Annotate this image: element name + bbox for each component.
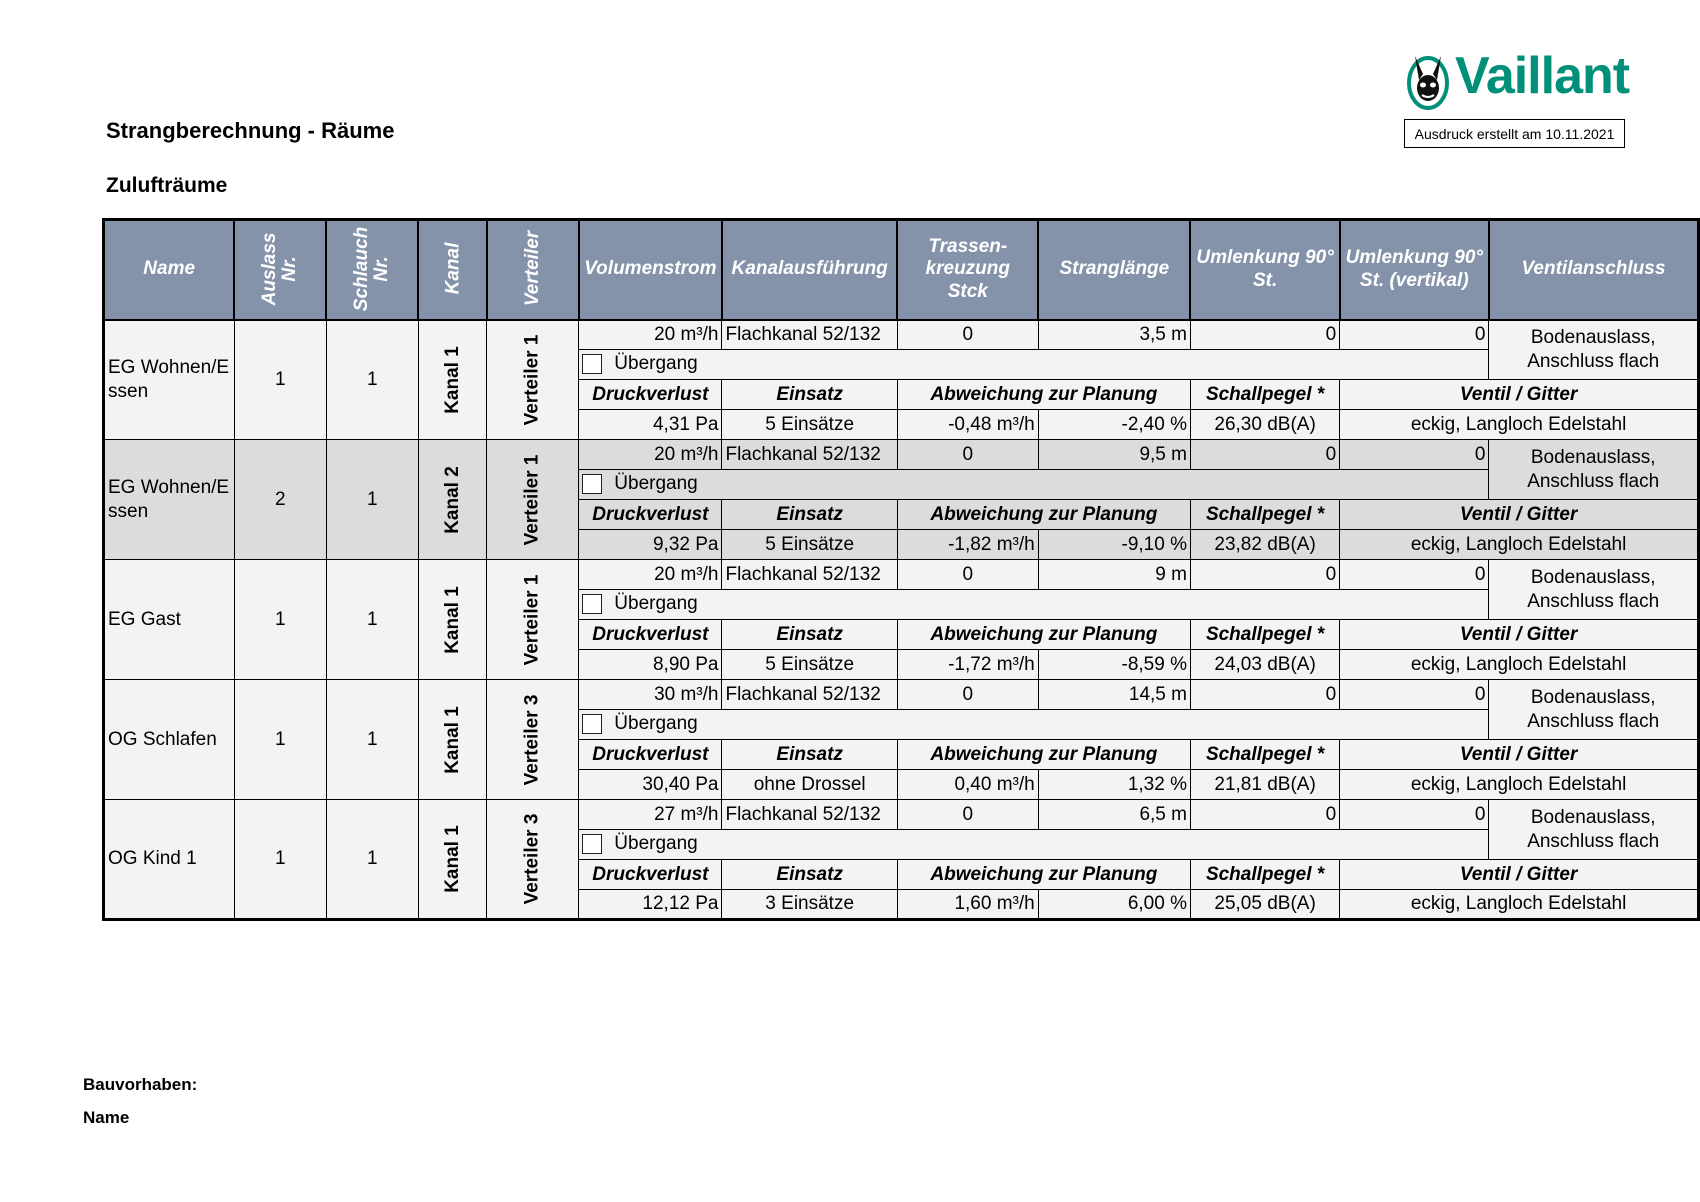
auslass-nr: 1: [234, 320, 326, 440]
ventil-gitter: eckig, Langloch Edelstahl: [1340, 770, 1699, 800]
room-row: [104, 680, 1699, 710]
druckverlust-label: Druckverlust: [579, 500, 722, 530]
bauvorhaben-label: Bauvorhaben:: [83, 1075, 198, 1094]
einsatz-label: Einsatz: [722, 380, 897, 410]
abweichung-label: Abweichung zur Planung: [897, 500, 1190, 530]
brand-name: Vaillant: [1455, 47, 1630, 105]
umlenkung-vertikal: 0: [1340, 800, 1489, 830]
room-name: EG Wohnen/Essen: [104, 440, 235, 560]
umlenkung-vertikal: 0: [1340, 680, 1489, 710]
volumenstrom: 20 m³/h: [579, 320, 722, 350]
umlenkung: 0: [1190, 440, 1339, 470]
kanalausfuehrung: Flachkanal 52/132: [722, 800, 897, 830]
kanal: [418, 680, 487, 800]
uebergang-cell: [579, 350, 1489, 380]
stranglaenge: 6,5 m: [1038, 800, 1190, 830]
einsatz: ohne Drossel: [722, 770, 897, 800]
uebergang-label: Übergang: [614, 473, 698, 495]
schallpegel: 21,81 dB(A): [1190, 770, 1339, 800]
volumenstrom: 20 m³/h: [579, 440, 722, 470]
ventil-label: Ventil / Gitter: [1340, 860, 1699, 890]
room-name: EG Gast: [104, 560, 235, 680]
col-name: Name: [104, 220, 235, 320]
ventilanschluss: Bodenauslass, Anschluss flach: [1489, 680, 1699, 740]
zuluft-table: [102, 218, 1700, 921]
schallpegel: 26,30 dB(A): [1190, 410, 1339, 440]
kanal: [418, 440, 487, 560]
page-title: Strangberechnung - Räume: [106, 118, 395, 143]
schallpegel: 24,03 dB(A): [1190, 650, 1339, 680]
einsatz: 5 Einsätze: [722, 650, 897, 680]
uebergang-label: Übergang: [614, 833, 698, 855]
einsatz-label: Einsatz: [722, 620, 897, 650]
room-row: [104, 800, 1699, 830]
ventilanschluss: Bodenauslass, Anschluss flach: [1489, 320, 1699, 380]
volumenstrom: 27 m³/h: [579, 800, 722, 830]
umlenkung: 0: [1190, 560, 1339, 590]
abweichung-pct: -9,10 %: [1038, 530, 1190, 560]
umlenkung-vertikal: 0: [1340, 440, 1489, 470]
druckverlust: 12,12 Pa: [579, 890, 722, 920]
abweichung-pct: 1,32 %: [1038, 770, 1190, 800]
abweichung-label: Abweichung zur Planung: [897, 620, 1190, 650]
auslass-nr: 2: [234, 440, 326, 560]
verteiler: [487, 560, 579, 680]
verteiler-label: Verteiler 1: [521, 574, 543, 665]
ventilanschluss: Bodenauslass, Anschluss flach: [1489, 800, 1699, 860]
stranglaenge: 9,5 m: [1038, 440, 1190, 470]
ventil-gitter: eckig, Langloch Edelstahl: [1340, 410, 1699, 440]
verteiler-label: Verteiler 3: [521, 694, 543, 785]
room-name: EG Wohnen/Essen: [104, 320, 235, 440]
uebergang-checkbox[interactable]: [582, 834, 602, 854]
druckverlust-label: Druckverlust: [579, 380, 722, 410]
abweichung-label: Abweichung zur Planung: [897, 860, 1190, 890]
col-auslass: Auslass Nr.: [234, 220, 326, 320]
ventil-gitter: eckig, Langloch Edelstahl: [1340, 650, 1699, 680]
umlenkung-vertikal: 0: [1340, 560, 1489, 590]
schallpegel-label: Schallpegel *: [1190, 380, 1339, 410]
schallpegel: 25,05 dB(A): [1190, 890, 1339, 920]
verteiler-label: Verteiler 1: [521, 454, 543, 545]
druckverlust-label: Druckverlust: [579, 860, 722, 890]
col-stranglaenge: Stranglänge: [1038, 220, 1190, 320]
verteiler: [487, 320, 579, 440]
abweichung-abs: 0,40 m³/h: [897, 770, 1038, 800]
druckverlust: 30,40 Pa: [579, 770, 722, 800]
kanal-label: Kanal 1: [441, 825, 463, 893]
abweichung-label: Abweichung zur Planung: [897, 380, 1190, 410]
uebergang-checkbox[interactable]: [582, 714, 602, 734]
col-kanalausfuehrung: Kanalausführung: [722, 220, 897, 320]
abweichung-abs: -1,82 m³/h: [897, 530, 1038, 560]
table-header: [104, 220, 1699, 320]
ventil-gitter: eckig, Langloch Edelstahl: [1340, 530, 1699, 560]
col-volumenstrom: Volumenstrom: [579, 220, 722, 320]
einsatz: 5 Einsätze: [722, 530, 897, 560]
room-name: OG Kind 1: [104, 800, 235, 920]
umlenkung: 0: [1190, 800, 1339, 830]
room-name: OG Schlafen: [104, 680, 235, 800]
schallpegel-label: Schallpegel *: [1190, 620, 1339, 650]
verteiler: [487, 680, 579, 800]
vaillant-logo: [1405, 47, 1630, 112]
uebergang-label: Übergang: [614, 713, 698, 735]
abweichung-pct: 6,00 %: [1038, 890, 1190, 920]
kanal: [418, 320, 487, 440]
rabbit-logo-icon: [1405, 50, 1451, 112]
kanal: [418, 800, 487, 920]
verteiler-label: Verteiler 3: [521, 813, 543, 905]
verteiler: [487, 800, 579, 920]
room-row: [104, 560, 1699, 590]
ventil-label: Ventil / Gitter: [1340, 740, 1699, 770]
auslass-nr: 1: [234, 800, 326, 920]
name-label: Name: [83, 1108, 130, 1127]
ventilanschluss: Bodenauslass, Anschluss flach: [1489, 560, 1699, 620]
trassenkreuzung: 0: [897, 320, 1038, 350]
col-schlauch: Schlauch Nr.: [326, 220, 418, 320]
col-ventilanschluss: Ventilanschluss: [1489, 220, 1699, 320]
uebergang-checkbox[interactable]: [582, 594, 602, 614]
col-trassen: Trassen- kreuzung Stck: [897, 220, 1038, 320]
abweichung-label: Abweichung zur Planung: [897, 740, 1190, 770]
col-kanal: Kanal: [418, 220, 487, 320]
schallpegel-label: Schallpegel *: [1190, 860, 1339, 890]
umlenkung: 0: [1190, 320, 1339, 350]
einsatz: 3 Einsätze: [722, 890, 897, 920]
uebergang-cell: [579, 830, 1489, 860]
abweichung-abs: 1,60 m³/h: [897, 890, 1038, 920]
trassenkreuzung: 0: [897, 560, 1038, 590]
schlauch-nr: 1: [326, 440, 418, 560]
schlauch-nr: 1: [326, 560, 418, 680]
druckverlust-label: Druckverlust: [579, 740, 722, 770]
auslass-nr: 1: [234, 560, 326, 680]
ventil-gitter: eckig, Langloch Edelstahl: [1340, 890, 1699, 920]
kanal-label: Kanal 1: [441, 585, 463, 654]
stranglaenge: 9 m: [1038, 560, 1190, 590]
abweichung-pct: -2,40 %: [1038, 410, 1190, 440]
abweichung-abs: -1,72 m³/h: [897, 650, 1038, 680]
schlauch-nr: 1: [326, 320, 418, 440]
druckverlust-label: Druckverlust: [579, 620, 722, 650]
kanalausfuehrung: Flachkanal 52/132: [722, 680, 897, 710]
trassenkreuzung: 0: [897, 680, 1038, 710]
stranglaenge: 3,5 m: [1038, 320, 1190, 350]
verteiler-label: Verteiler 1: [521, 334, 543, 426]
col-umlenkung: Umlenkung 90° St.: [1190, 220, 1339, 320]
schlauch-nr: 1: [326, 680, 418, 800]
print-date: Ausdruck erstellt am 10.11.2021: [1404, 119, 1625, 148]
einsatz-label: Einsatz: [722, 860, 897, 890]
col-umlenkung-vert: Umlenkung 90° St. (vertikal): [1340, 220, 1489, 320]
kanalausfuehrung: Flachkanal 52/132: [722, 560, 897, 590]
schallpegel-label: Schallpegel *: [1190, 500, 1339, 530]
umlenkung: 0: [1190, 680, 1339, 710]
einsatz-label: Einsatz: [722, 500, 897, 530]
volumenstrom: 20 m³/h: [579, 560, 722, 590]
druckverlust: 8,90 Pa: [579, 650, 722, 680]
schallpegel-label: Schallpegel *: [1190, 740, 1339, 770]
uebergang-checkbox[interactable]: [582, 474, 602, 494]
auslass-nr: 1: [234, 680, 326, 800]
ventilanschluss: Bodenauslass, Anschluss flach: [1489, 440, 1699, 500]
table-body: [104, 320, 1699, 920]
uebergang-label: Übergang: [614, 353, 698, 375]
uebergang-cell: [579, 470, 1489, 500]
kanalausfuehrung: Flachkanal 52/132: [722, 320, 897, 350]
kanal-label: Kanal 2: [441, 465, 463, 534]
uebergang-cell: [579, 710, 1489, 740]
room-row: [104, 320, 1699, 350]
abweichung-pct: -8,59 %: [1038, 650, 1190, 680]
uebergang-cell: [579, 590, 1489, 620]
einsatz-label: Einsatz: [722, 740, 897, 770]
kanal: [418, 560, 487, 680]
col-verteiler: Verteiler: [487, 220, 579, 320]
uebergang-checkbox[interactable]: [582, 354, 602, 374]
stranglaenge: 14,5 m: [1038, 680, 1190, 710]
druckverlust: 9,32 Pa: [579, 530, 722, 560]
ventil-label: Ventil / Gitter: [1340, 380, 1699, 410]
uebergang-label: Übergang: [614, 593, 698, 615]
volumenstrom: 30 m³/h: [579, 680, 722, 710]
room-row: [104, 440, 1699, 470]
umlenkung-vertikal: 0: [1340, 320, 1489, 350]
schallpegel: 23,82 dB(A): [1190, 530, 1339, 560]
trassenkreuzung: 0: [897, 800, 1038, 830]
verteiler: [487, 440, 579, 560]
druckverlust: 4,31 Pa: [579, 410, 722, 440]
kanal-label: Kanal 1: [441, 705, 463, 774]
ventil-label: Ventil / Gitter: [1340, 500, 1699, 530]
ventil-label: Ventil / Gitter: [1340, 620, 1699, 650]
abweichung-abs: -0,48 m³/h: [897, 410, 1038, 440]
kanal-label: Kanal 1: [441, 345, 463, 414]
section-title: Zulufträume: [106, 174, 228, 197]
trassenkreuzung: 0: [897, 440, 1038, 470]
schlauch-nr: 1: [326, 800, 418, 920]
kanalausfuehrung: Flachkanal 52/132: [722, 440, 897, 470]
einsatz: 5 Einsätze: [722, 410, 897, 440]
